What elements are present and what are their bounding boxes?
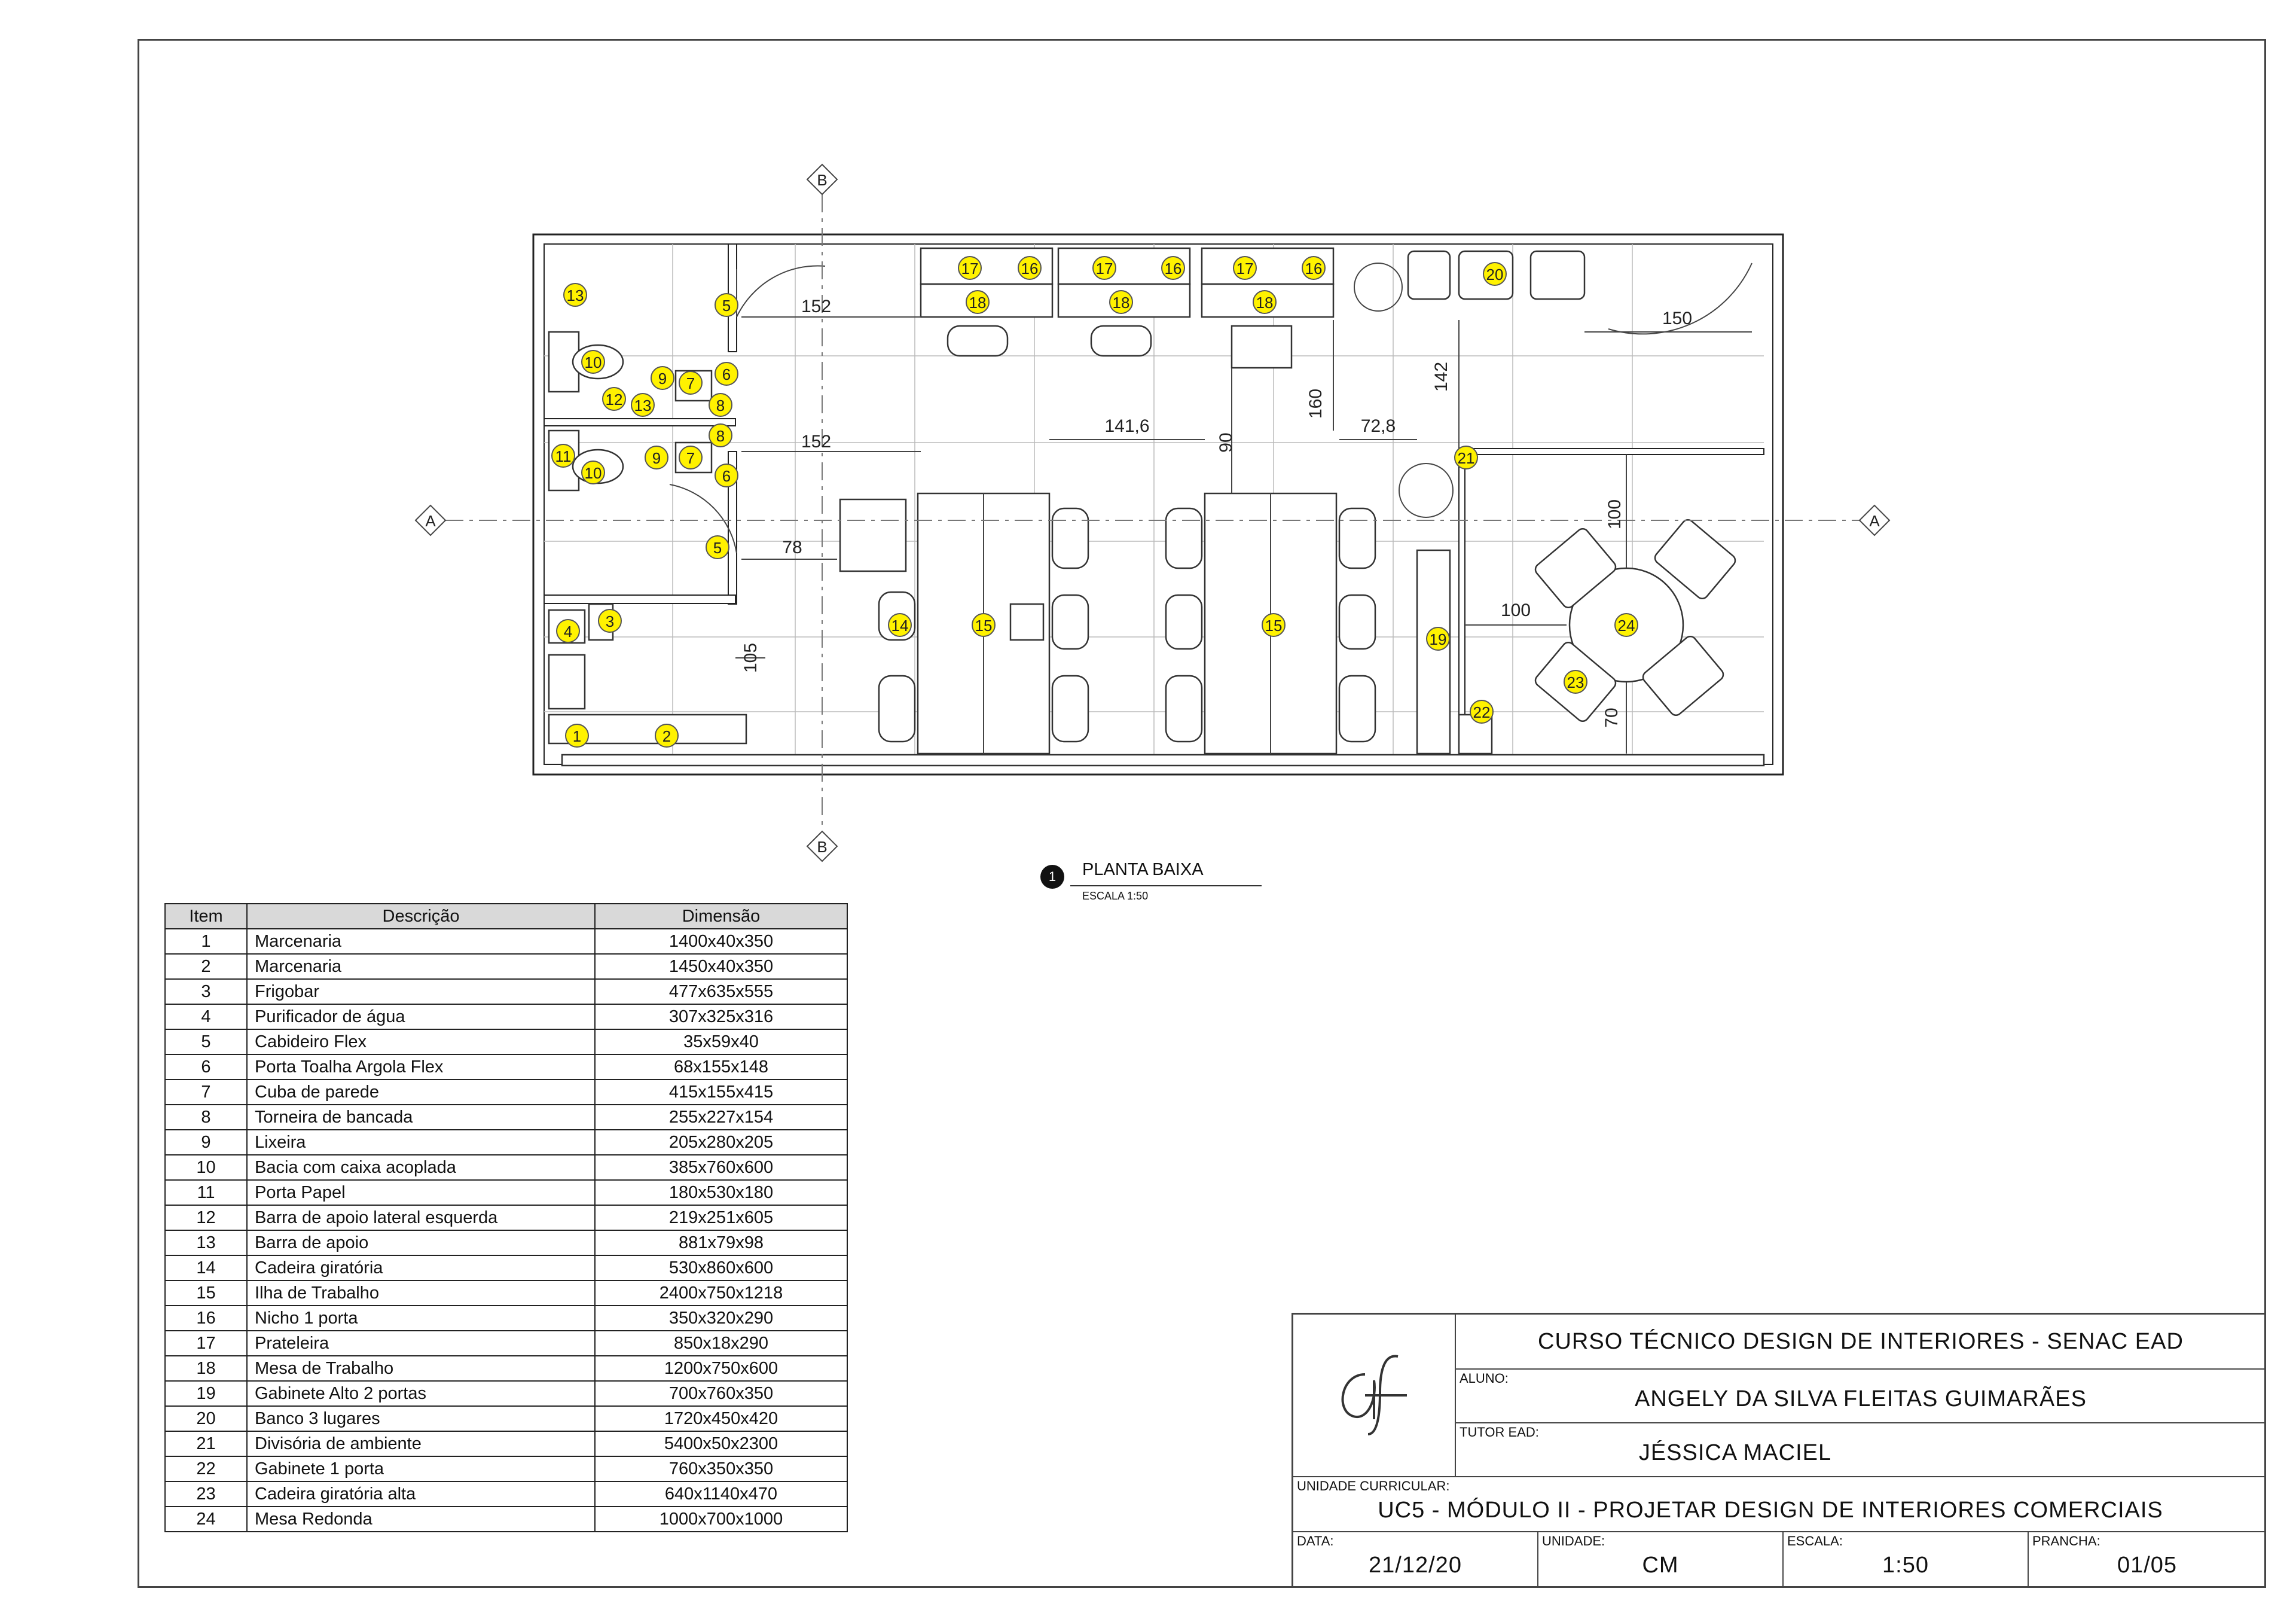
- item-description: Barra de apoio lateral esquerda: [247, 1205, 595, 1230]
- item-dimension: 1720x450x420: [595, 1406, 847, 1431]
- item-dimension: 219x251x605: [595, 1205, 847, 1230]
- item-dimension: 2400x750x1218: [595, 1280, 847, 1306]
- tutor-label: TUTOR EAD:: [1460, 1425, 1539, 1440]
- item-tag-18: 18: [969, 294, 987, 312]
- schedule-row: [165, 1080, 847, 1105]
- item-description: Torneira de bancada: [247, 1105, 595, 1130]
- item-dimension: 760x350x350: [595, 1456, 847, 1481]
- item-number: 22: [165, 1456, 247, 1481]
- svg-text:B: B: [817, 838, 828, 856]
- item-number: 17: [165, 1331, 247, 1356]
- item-tag-4: 4: [563, 623, 573, 641]
- svg-text:A: A: [425, 512, 436, 530]
- item-description: Banco 3 lugares: [247, 1406, 595, 1431]
- dim-160: 160: [1306, 388, 1326, 419]
- item-tag-13: 13: [634, 397, 652, 414]
- item-number: 3: [165, 979, 247, 1004]
- schedule-row: [165, 1356, 847, 1381]
- dim-90: 90: [1216, 432, 1236, 453]
- item-number: 20: [165, 1406, 247, 1431]
- item-description: Purificador de água: [247, 1004, 595, 1029]
- item-number: 16: [165, 1306, 247, 1331]
- item-number: 8: [165, 1105, 247, 1130]
- item-description: Marcenaria: [247, 929, 595, 954]
- date-label: DATA:: [1297, 1533, 1334, 1548]
- item-description: Cabideiro Flex: [247, 1029, 595, 1054]
- schedule-row: [165, 1280, 847, 1306]
- item-dimension: 385x760x600: [595, 1155, 847, 1180]
- item-dimension: 307x325x316: [595, 1004, 847, 1029]
- student-label: ALUNO:: [1460, 1371, 1509, 1386]
- sheet-value: 01/05: [2117, 1553, 2178, 1578]
- item-description: Mesa de Trabalho: [247, 1356, 595, 1381]
- dim-70: 70: [1602, 708, 1622, 728]
- item-dimension: 5400x50x2300: [595, 1431, 847, 1456]
- item-tag-5: 5: [713, 539, 722, 557]
- item-dimension: 1200x750x600: [595, 1356, 847, 1381]
- item-number: 13: [165, 1230, 247, 1255]
- header-description: Descrição: [247, 904, 595, 929]
- item-tag-10: 10: [584, 353, 602, 371]
- item-dimension: 477x635x555: [595, 979, 847, 1004]
- plan-title-underline: [1070, 885, 1262, 886]
- item-tag-18: 18: [1256, 294, 1274, 312]
- schedule-row: [165, 1130, 847, 1155]
- schedule-row: [165, 1456, 847, 1481]
- item-tag-17: 17: [1095, 260, 1113, 278]
- item-tag-8: 8: [716, 427, 725, 445]
- item-tag-17: 17: [1236, 260, 1254, 278]
- item-tag-9: 9: [652, 449, 661, 467]
- furniture-schedule: [164, 903, 848, 1532]
- item-number: 2: [165, 954, 247, 979]
- schedule-body: [165, 929, 847, 1532]
- schedule-row: [165, 1180, 847, 1205]
- item-tag-21: 21: [1457, 449, 1475, 467]
- item-description: Marcenaria: [247, 954, 595, 979]
- item-dimension: 850x18x290: [595, 1331, 847, 1356]
- item-description: Prateleira: [247, 1331, 595, 1356]
- item-tag-16: 16: [1305, 260, 1323, 278]
- item-description: Cadeira giratória: [247, 1255, 595, 1280]
- item-dimension: 700x760x350: [595, 1381, 847, 1406]
- item-description: Divisória de ambiente: [247, 1431, 595, 1456]
- schedule-row: [165, 1507, 847, 1532]
- dim-105: 105: [741, 642, 761, 673]
- item-description: Gabinete 1 porta: [247, 1456, 595, 1481]
- units-value: CM: [1642, 1553, 1679, 1578]
- dim-152-mid: 152: [801, 432, 832, 452]
- dim-141-6: 141,6: [1104, 416, 1150, 436]
- item-description: Porta Papel: [247, 1180, 595, 1205]
- schedule-row: [165, 1331, 847, 1356]
- item-description: Frigobar: [247, 979, 595, 1004]
- item-tag-5: 5: [722, 297, 731, 315]
- dim-78: 78: [782, 538, 802, 557]
- item-description: Bacia com caixa acoplada: [247, 1155, 595, 1180]
- item-number: 14: [165, 1255, 247, 1280]
- schedule-row: [165, 1029, 847, 1054]
- schedule-row: [165, 1105, 847, 1130]
- item-description: Lixeira: [247, 1130, 595, 1155]
- plan-title-text: PLANTA BAIXA: [1082, 860, 1204, 879]
- scale-cell: [1783, 1532, 2028, 1588]
- unit-cell: [1293, 1477, 2266, 1532]
- dim-100-vertical: 100: [1605, 499, 1625, 530]
- item-dimension: 530x860x600: [595, 1255, 847, 1280]
- item-dimension: 640x1140x470: [595, 1481, 847, 1507]
- partition-wall: [1459, 449, 1465, 754]
- item-description: Mesa Redonda: [247, 1507, 595, 1532]
- schedule-row: [165, 1306, 847, 1331]
- item-dimension: 1000x700x1000: [595, 1507, 847, 1532]
- dim-72-8: 72,8: [1360, 416, 1396, 436]
- item-tag-22: 22: [1473, 703, 1491, 721]
- item-tag-13: 13: [566, 286, 584, 304]
- item-dimension: 1450x40x350: [595, 954, 847, 979]
- schedule-row: [165, 1381, 847, 1406]
- item-dimension: 205x280x205: [595, 1130, 847, 1155]
- student-cell: [1455, 1369, 2266, 1423]
- item-number: 10: [165, 1155, 247, 1180]
- item-tag-9: 9: [658, 370, 667, 388]
- item-dimension: 180x530x180: [595, 1180, 847, 1205]
- item-tag-2: 2: [662, 727, 671, 745]
- item-number: 12: [165, 1205, 247, 1230]
- item-tag-10: 10: [584, 464, 602, 482]
- dim-142: 142: [1431, 361, 1451, 392]
- svg-text:B: B: [817, 171, 828, 189]
- schedule-row: [165, 1406, 847, 1431]
- item-number: 21: [165, 1431, 247, 1456]
- item-dimension: 1400x40x350: [595, 929, 847, 954]
- schedule-row: [165, 1054, 847, 1080]
- item-tag-24: 24: [1617, 617, 1635, 635]
- unit-label: UNIDADE CURRICULAR:: [1297, 1478, 1450, 1493]
- units-cell: [1538, 1532, 1783, 1588]
- item-tag-7: 7: [686, 374, 695, 392]
- dim-152-top: 152: [801, 297, 832, 316]
- item-description: Nicho 1 porta: [247, 1306, 595, 1331]
- item-dimension: 68x155x148: [595, 1054, 847, 1080]
- item-tag-3: 3: [605, 612, 615, 630]
- schedule-row: [165, 1205, 847, 1230]
- svg-text:A: A: [1869, 512, 1880, 530]
- item-dimension: 415x155x415: [595, 1080, 847, 1105]
- item-tag-15: 15: [1265, 617, 1283, 635]
- item-description: Gabinete Alto 2 portas: [247, 1381, 595, 1406]
- schedule-row: [165, 979, 847, 1004]
- item-tag-16: 16: [1021, 260, 1039, 278]
- item-tag-20: 20: [1486, 266, 1504, 283]
- schedule-row: [165, 1230, 847, 1255]
- item-number: 11: [165, 1180, 247, 1205]
- schedule-row: [165, 1004, 847, 1029]
- item-number: 23: [165, 1481, 247, 1507]
- item-tag-23: 23: [1567, 673, 1584, 691]
- dim-150: 150: [1662, 309, 1693, 328]
- scale-label: ESCALA:: [1787, 1533, 1843, 1548]
- item-description: Barra de apoio: [247, 1230, 595, 1255]
- header-item: Item: [165, 904, 247, 929]
- schedule-header: [165, 904, 847, 929]
- item-dimension: 350x320x290: [595, 1306, 847, 1331]
- date-value: 21/12/20: [1369, 1553, 1462, 1578]
- header-dimension: Dimensão: [595, 904, 847, 929]
- item-tag-15: 15: [975, 617, 993, 635]
- course-cell: [1455, 1314, 2266, 1369]
- item-tag-8: 8: [716, 397, 725, 414]
- tutor-cell: [1455, 1423, 2266, 1477]
- item-tag-19: 19: [1429, 630, 1447, 648]
- item-number: 19: [165, 1381, 247, 1406]
- item-description: Cadeira giratória alta: [247, 1481, 595, 1507]
- dim-100-horizontal: 100: [1500, 600, 1531, 620]
- item-tag-11: 11: [555, 447, 572, 465]
- unit-name: UC5 - MÓDULO II - PROJETAR DESIGN DE INTERIORES COMERCIAIS: [1378, 1498, 2163, 1523]
- schedule-row: [165, 954, 847, 979]
- item-description: Ilha de Trabalho: [247, 1280, 595, 1306]
- item-tag-17: 17: [961, 260, 979, 278]
- item-number: 7: [165, 1080, 247, 1105]
- units-label: UNIDADE:: [1542, 1533, 1605, 1548]
- window-strip: [562, 755, 1764, 766]
- schedule-row: [165, 1255, 847, 1280]
- item-tag-18: 18: [1112, 294, 1130, 312]
- plan-scale-note: ESCALA 1:50: [1082, 890, 1149, 902]
- tall-cabinet: [1417, 550, 1450, 754]
- item-tag-6: 6: [722, 365, 731, 383]
- item-number: 5: [165, 1029, 247, 1054]
- scale-value: 1:50: [1882, 1553, 1929, 1578]
- tutor-name: JÉSSICA MACIEL: [1638, 1440, 1832, 1465]
- item-tag-7: 7: [686, 449, 695, 467]
- schedule-row: [165, 929, 847, 954]
- item-dimension: 255x227x154: [595, 1105, 847, 1130]
- item-number: 4: [165, 1004, 247, 1029]
- item-dimension: 881x79x98: [595, 1230, 847, 1255]
- plan-number: 1: [1040, 865, 1064, 889]
- schedule-row: [165, 1481, 847, 1507]
- schedule-row: [165, 1431, 847, 1456]
- item-tag-6: 6: [722, 467, 731, 485]
- item-number: 6: [165, 1054, 247, 1080]
- date-cell: [1293, 1532, 1538, 1588]
- title-block: [1292, 1313, 2266, 1588]
- item-number: 9: [165, 1130, 247, 1155]
- item-description: Porta Toalha Argola Flex: [247, 1054, 595, 1080]
- item-number: 15: [165, 1280, 247, 1306]
- schedule-row: [165, 1155, 847, 1180]
- item-number: 18: [165, 1356, 247, 1381]
- course-name: CURSO TÉCNICO DESIGN DE INTERIORES - SENAC EAD: [1538, 1329, 2184, 1354]
- student-name: ANGELY DA SILVA FLEITAS GUIMARÃES: [1635, 1386, 2087, 1411]
- item-number: 24: [165, 1507, 247, 1532]
- item-dimension: 35x59x40: [595, 1029, 847, 1054]
- item-tag-1: 1: [572, 727, 582, 745]
- item-number: 1: [165, 929, 247, 954]
- item-tag-14: 14: [891, 617, 909, 635]
- item-description: Cuba de parede: [247, 1080, 595, 1105]
- sheet-cell: [2028, 1532, 2266, 1588]
- item-tag-16: 16: [1164, 260, 1182, 278]
- item-tag-12: 12: [605, 391, 623, 408]
- sheet-label: PRANCHA:: [2032, 1533, 2100, 1548]
